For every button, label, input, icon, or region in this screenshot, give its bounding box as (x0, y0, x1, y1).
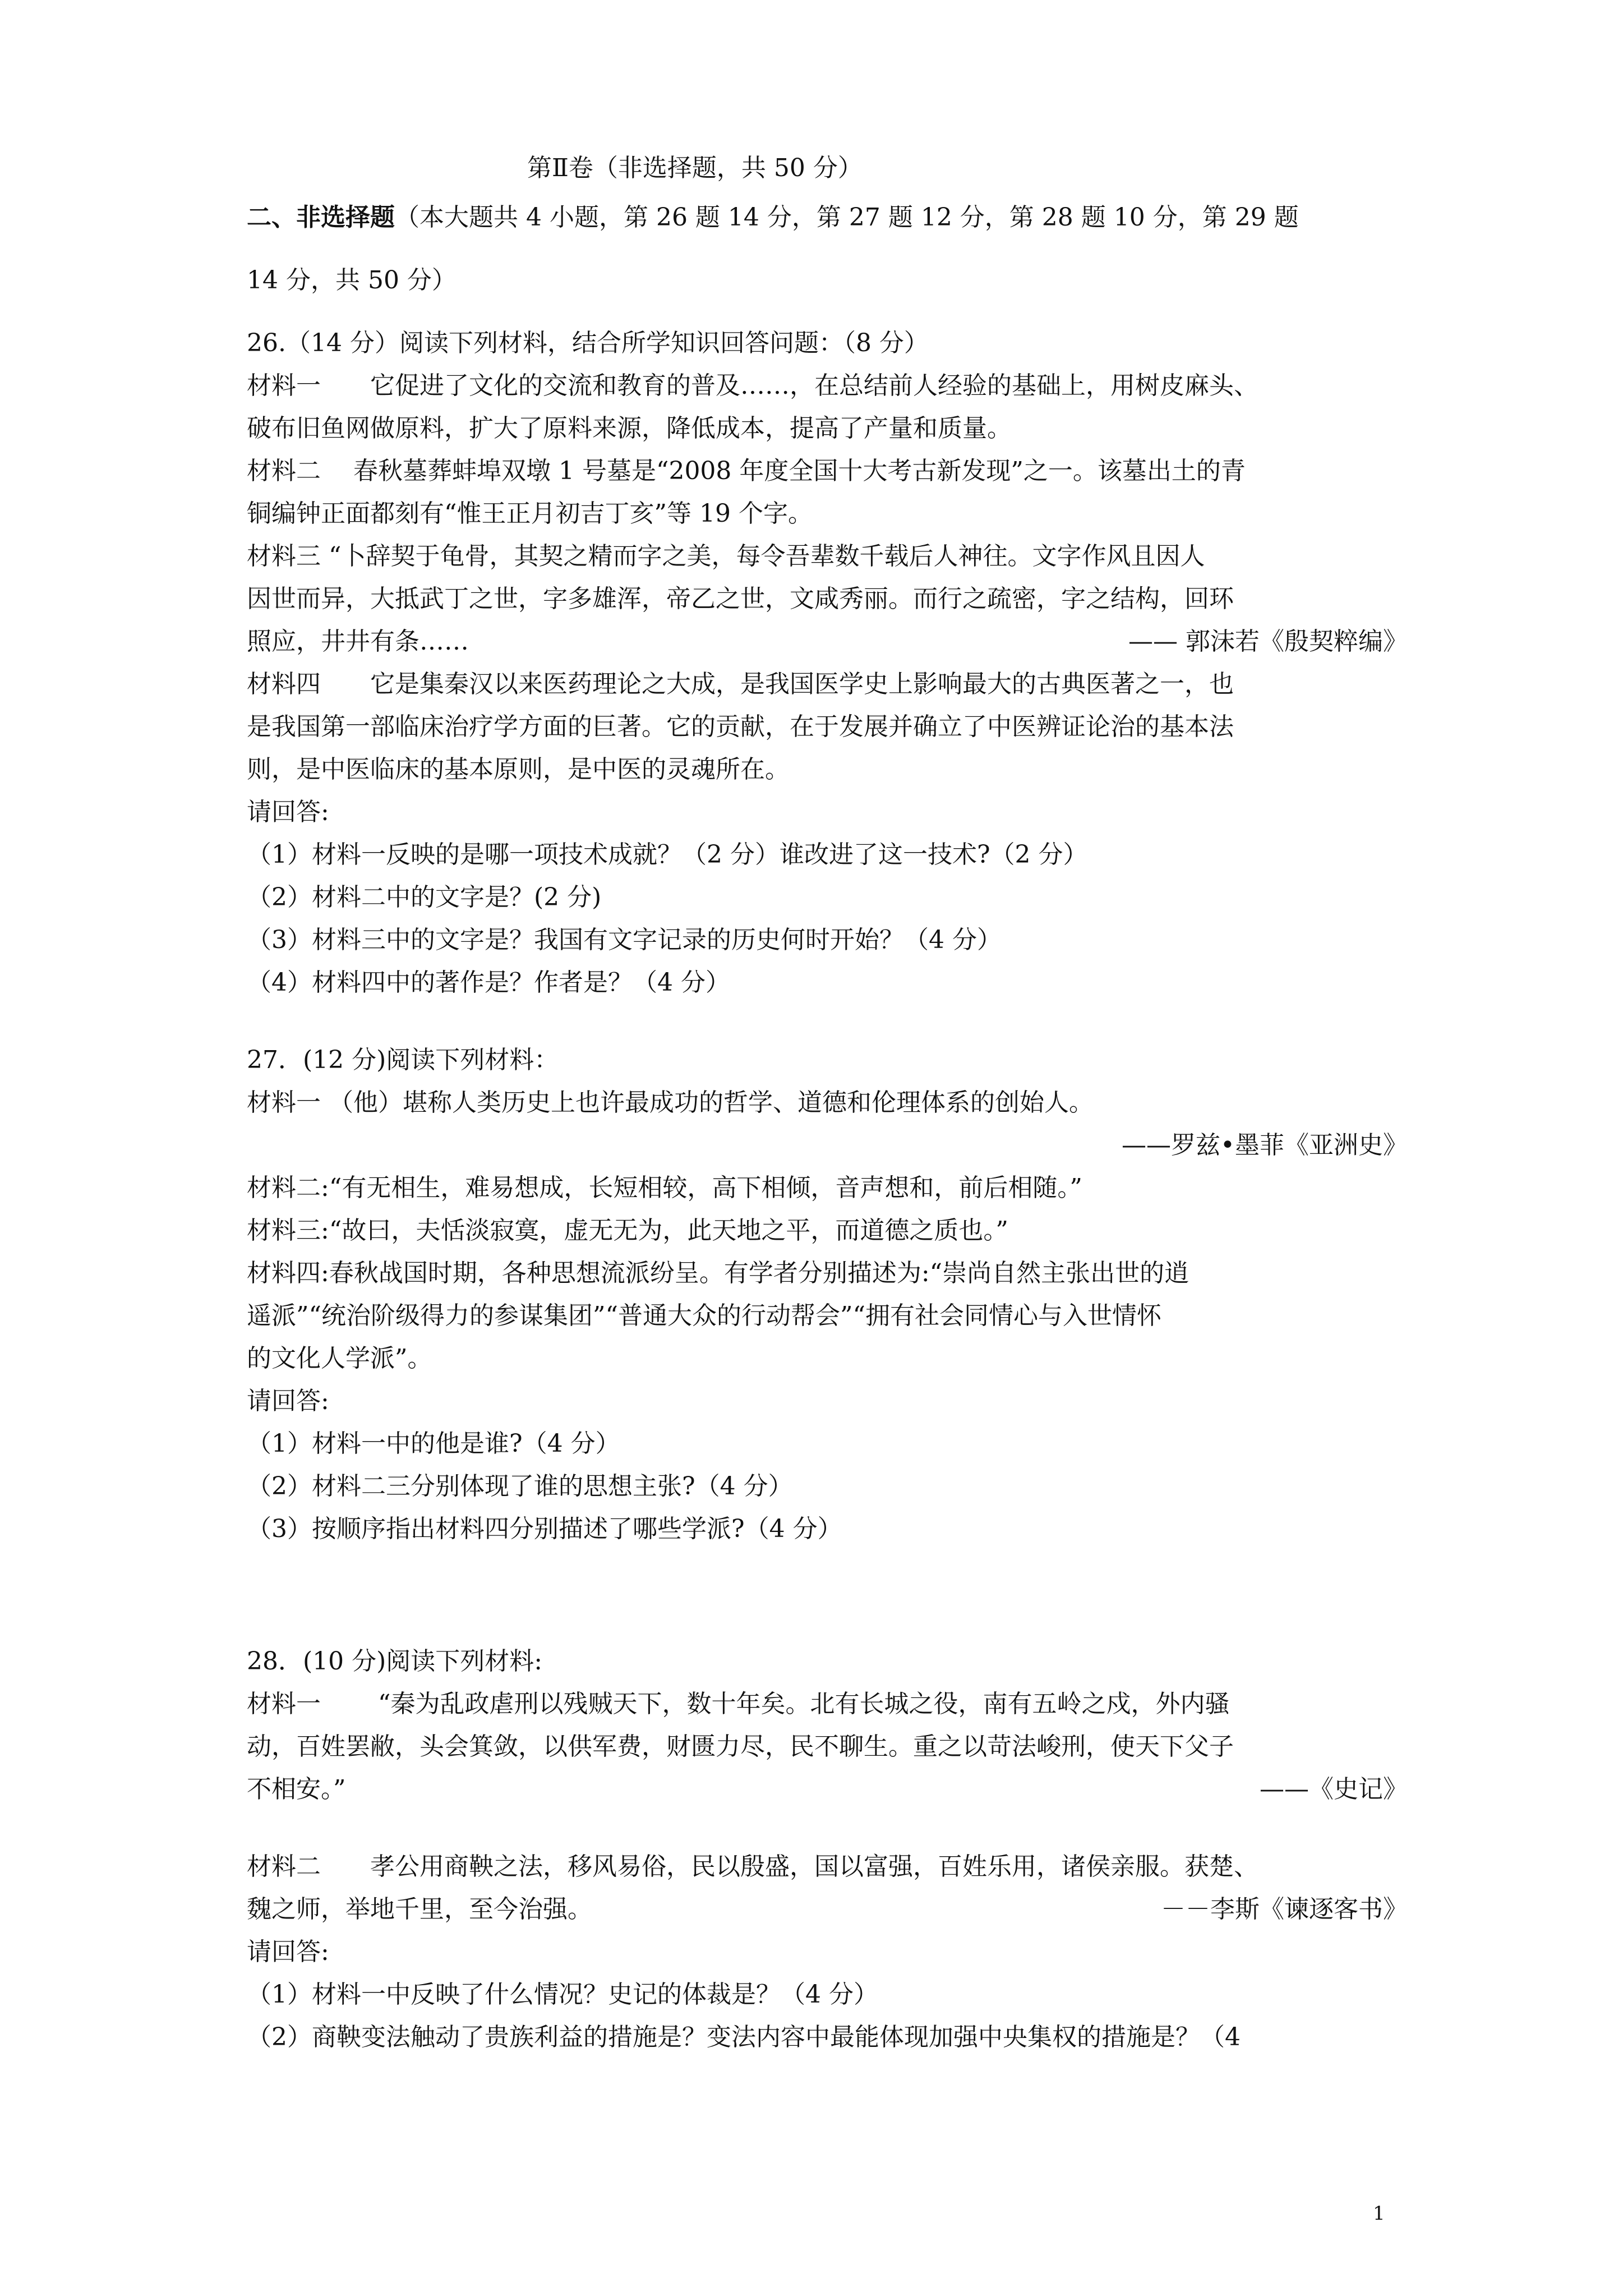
q28-subquestion: （2）商鞅变法触动了贵族利益的措施是？变法内容中最能体现加强中央集权的措施是？（4 (247, 2023, 1241, 2051)
q26-line: 材料二 春秋墓葬蚌埠双墩 1 号墓是“2008 年度全国十大考古新发现”之一。该墓出土的青 (247, 457, 1246, 485)
q28-prompt: 请回答: (247, 1938, 329, 1966)
q27-subquestion: （2）材料二三分别体现了谁的思想主张?（4 分） (247, 1472, 793, 1501)
q28-cite-line (247, 1768, 1408, 1811)
q28-header: 28．(10 分)阅读下列材料: (247, 1647, 543, 1676)
q27-prompt: 请回答: (247, 1387, 329, 1415)
page-number: 1 (1373, 2202, 1385, 2225)
q27-line: 的文化人学派”。 (247, 1344, 432, 1373)
q28-line: 材料二 孝公用商鞅之法，移风易俗，民以殷盛，国以富强，百姓乐用，诸侯亲服。获楚、 (247, 1852, 1258, 1881)
q27-cite-line (247, 1124, 1408, 1167)
section-title: 第Ⅱ卷（非选择题，共 50 分） (527, 154, 863, 182)
q28-subquestion: （1）材料一中反映了什么情况？史记的体裁是？（4 分） (247, 1980, 878, 2009)
q28-cite-left: 不相安。” (247, 1775, 346, 1803)
q28-line: 材料一 “秦为乱政虐刑以残贼天下，数十年矣。北有长城之役，南有五岭之戍，外内骚 (247, 1690, 1230, 1718)
section-heading-line1 (247, 196, 1408, 239)
q26-prompt: 请回答: (247, 798, 329, 826)
section-heading-bold: 二、非选择题 (247, 203, 395, 232)
q26-line: 材料一 它促进了文化的交流和教育的普及……，在总结前人经验的基础上，用树皮麻头、 (247, 371, 1258, 400)
q28-line: 动，百姓罢敝，头会箕敛，以供军费，财匮力尽，民不聊生。重之以苛法峻刑，使天下父子 (247, 1732, 1234, 1761)
q26-subquestion: （3）材料三中的文字是？我国有文字记录的历史何时开始？（4 分） (247, 926, 1002, 954)
section-heading-rest: （本大题共 4 小题，第 26 题 14 分，第 27 题 12 分，第 28 题 10 分，第 29 题 (395, 203, 1299, 232)
q26-header: 26.（14 分）阅读下列材料，结合所学知识回答问题：（8 分） (247, 329, 929, 357)
q27-line: 材料三:“故曰，夫恬淡寂寞，虚无无为，此天地之平，而道德之质也。” (247, 1216, 1008, 1245)
q26-line: 破布旧鱼网做原料，扩大了原料来源，降低成本，提高了产量和质量。 (247, 414, 1012, 443)
section-heading-line2: 14 分，共 50 分） (247, 266, 457, 295)
q27-line: 材料二:“有无相生，难易想成，长短相较，高下相倾，音声想和，前后相随。” (247, 1174, 1082, 1202)
q26-subquestion: （2）材料二中的文字是？(2 分) (247, 883, 602, 912)
q26-line: 铜编钟正面都刻有“惟王正月初吉丁亥”等 19 个字。 (247, 499, 813, 528)
q27-line: 遥派”“统治阶级得力的参谋集团”“普通大众的行动帮会”“拥有社会同情心与入世情怀 (247, 1301, 1161, 1330)
q27-subquestion: （3）按顺序指出材料四分别描述了哪些学派?（4 分） (247, 1515, 842, 1543)
q28-cite-line (247, 1888, 1408, 1931)
q26-cite-line (247, 620, 1408, 663)
q26-subquestion: （1）材料一反映的是哪一项技术成就？（2 分）谁改进了这一技术?（2 分） (247, 840, 1088, 869)
q26-line: 材料三 “卜辞契于龟骨，其契之精而字之美，每令吾辈数千载后人神往。文字作风且因人 (247, 542, 1205, 570)
q27-line: 材料一 （他）堪称人类历史上也许最成功的哲学、道德和伦理体系的创始人。 (247, 1088, 1094, 1117)
q26-line: 是我国第一部临床治疗学方面的巨著。它的贡献，在于发展并确立了中医辨证论治的基本法 (247, 712, 1234, 741)
page-content (247, 147, 1408, 2059)
q26-line: 材料四 它是集秦汉以来医药理论之大成，是我国医学史上影响最大的古典医著之一，也 (247, 670, 1234, 698)
q26-subquestion: （4）材料四中的著作是？作者是？（4 分） (247, 968, 730, 997)
q27-citation: ——罗兹•墨菲《亚洲史》 (1122, 1131, 1408, 1159)
q27-subquestion: （1）材料一中的他是谁?（4 分） (247, 1429, 620, 1458)
q26-line: 因世而异，大抵武丁之世，字多雄浑，帝乙之世，文咸秀丽。而行之疏密，字之结构，回环 (247, 585, 1234, 613)
q26-citation: —— 郭沫若《殷契粹编》 (1128, 627, 1408, 656)
q27-line: 材料四:春秋战国时期，各种思想流派纷呈。有学者分别描述为:“崇尚自然主张出世的逍 (247, 1259, 1189, 1287)
q26-line: 则，是中医临床的基本原则，是中医的灵魂所在。 (247, 755, 790, 784)
q28-citation2: －－李斯《谏逐客书》 (1161, 1895, 1408, 1924)
q26-cite-left: 照应，井井有条…… (247, 627, 469, 656)
q28-cite2-left: 魏之师，举地千里，至今治强。 (247, 1895, 592, 1924)
q28-citation: ——《史记》 (1260, 1775, 1408, 1803)
q27-header: 27．(12 分)阅读下列材料： (247, 1046, 559, 1074)
